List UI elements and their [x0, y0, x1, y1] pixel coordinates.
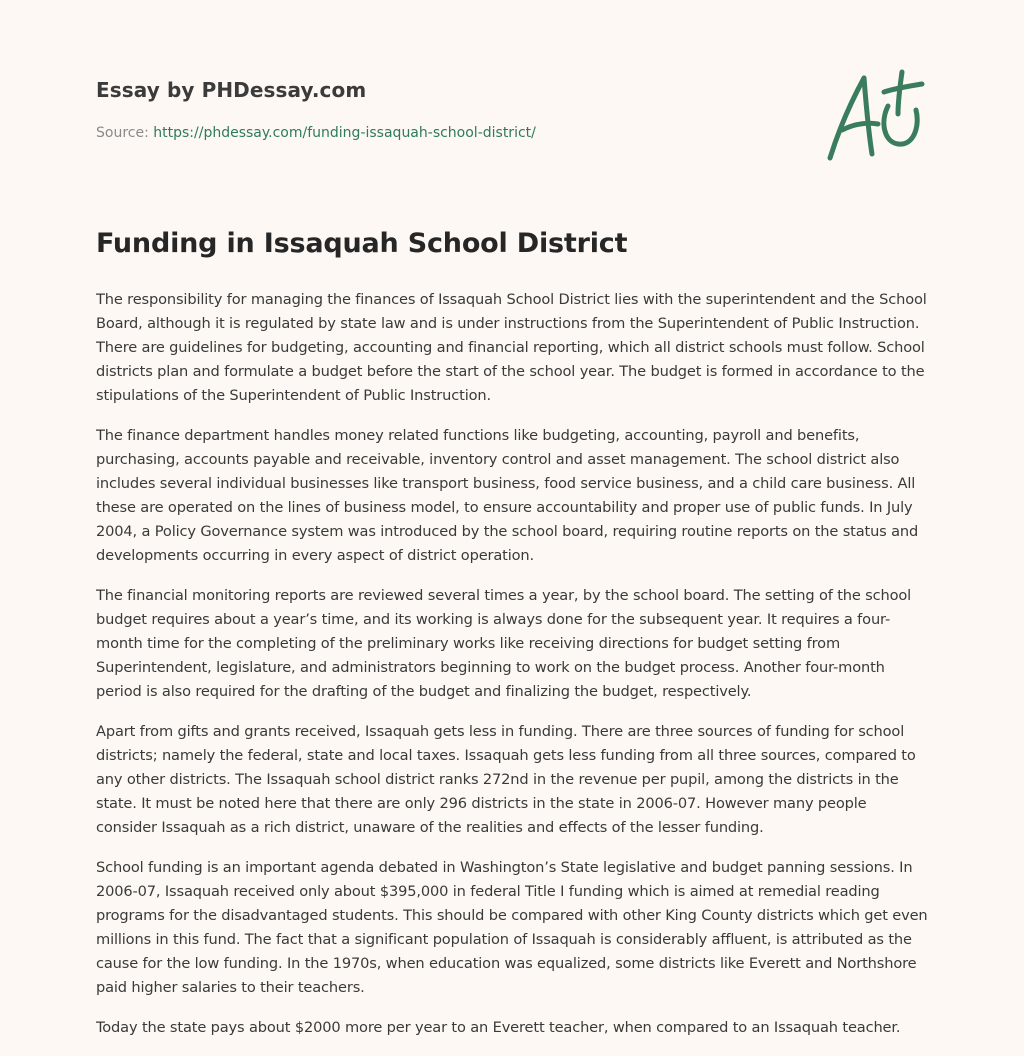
article-paragraph: Today the state pays about $2000 more per year to an Everett teacher, when compared to an Issaquah teacher.: [96, 1019, 901, 1036]
source-link[interactable]: https://phdessay.com/funding-issaquah-school-district/: [153, 125, 536, 141]
source-line: [96, 123, 796, 143]
article-paragraph: The responsibility for managing the finances of Issaquah School District lies with the superintendent and the School Board, although it is regulated by state law and is under instructions from the Superintendent of Public Instruction. There are guidelines for budgeting, accounting and financial reporting, which all district schools must follow. School districts plan and formulate a budget before the start of the school year. The budget is formed in accordance to the stipulations of the Superintendent of Public Instruction.: [96, 291, 927, 404]
source-label: Source:: [96, 125, 149, 141]
article-paragraph: The financial monitoring reports are reviewed several times a year, by the school board. The setting of the school budget requires about a year’s time, and its working is always done for the subsequent year. It requires a four-month time for the completing of the preliminary works like receiving directions for budget setting from Superintendent, legislature, and administrators beginning to work on the budget process. Another four-month period is also required for the drafting of the budget and finalizing the budget, respectively.: [96, 587, 912, 700]
article-paragraph: Apart from gifts and grants received, Issaquah gets less in funding. There are three sources of funding for school districts; namely the federal, state and local taxes. Issaquah gets less funding from all three sources, compared to any other districts. The Issaquah school district ranks 272nd in the revenue per pupil, among the districts in the state. It must be noted here that there are only 296 districts in the state in 2006-07. However many people consider Issaquah as a rich district, unaware of the realities and effects of the lesser funding.: [96, 723, 916, 836]
article-title: Funding in Issaquah School District: [96, 228, 628, 259]
a-plus-logo-icon: [822, 66, 928, 166]
article-paragraph: The finance department handles money related functions like budgeting, accounting, payroll and benefits, purchasing, accounts payable and receivable, inventory control and asset management. The school district also includes several individual businesses like transport business, food service business, and a child care business. All these are operated on the lines of business model, to ensure accountability and proper use of public funds. In July 2004, a Policy Governance system was introduced by the school board, requiring routine reports on the status and developments occurring in every aspect of district operation.: [96, 427, 919, 564]
page-header: [96, 76, 796, 143]
site-title: Essay by PHDessay.com: [96, 78, 367, 102]
article-paragraph: School funding is an important agenda debated in Washington’s State legislative and budget panning sessions. In 2006-07, Issaquah received only about $395,000 in federal Title I funding which is aimed at remedial reading programs for the disadvantaged students. This should be compared with other King County districts which get even millions in this fund. The fact that a significant population of Issaquah is considerably affluent, is attributed as the cause for the low funding. In the 1970s, when education was equalized, some districts like Everett and Northshore paid higher salaries to their teachers.: [96, 859, 928, 996]
article: [96, 226, 930, 1056]
